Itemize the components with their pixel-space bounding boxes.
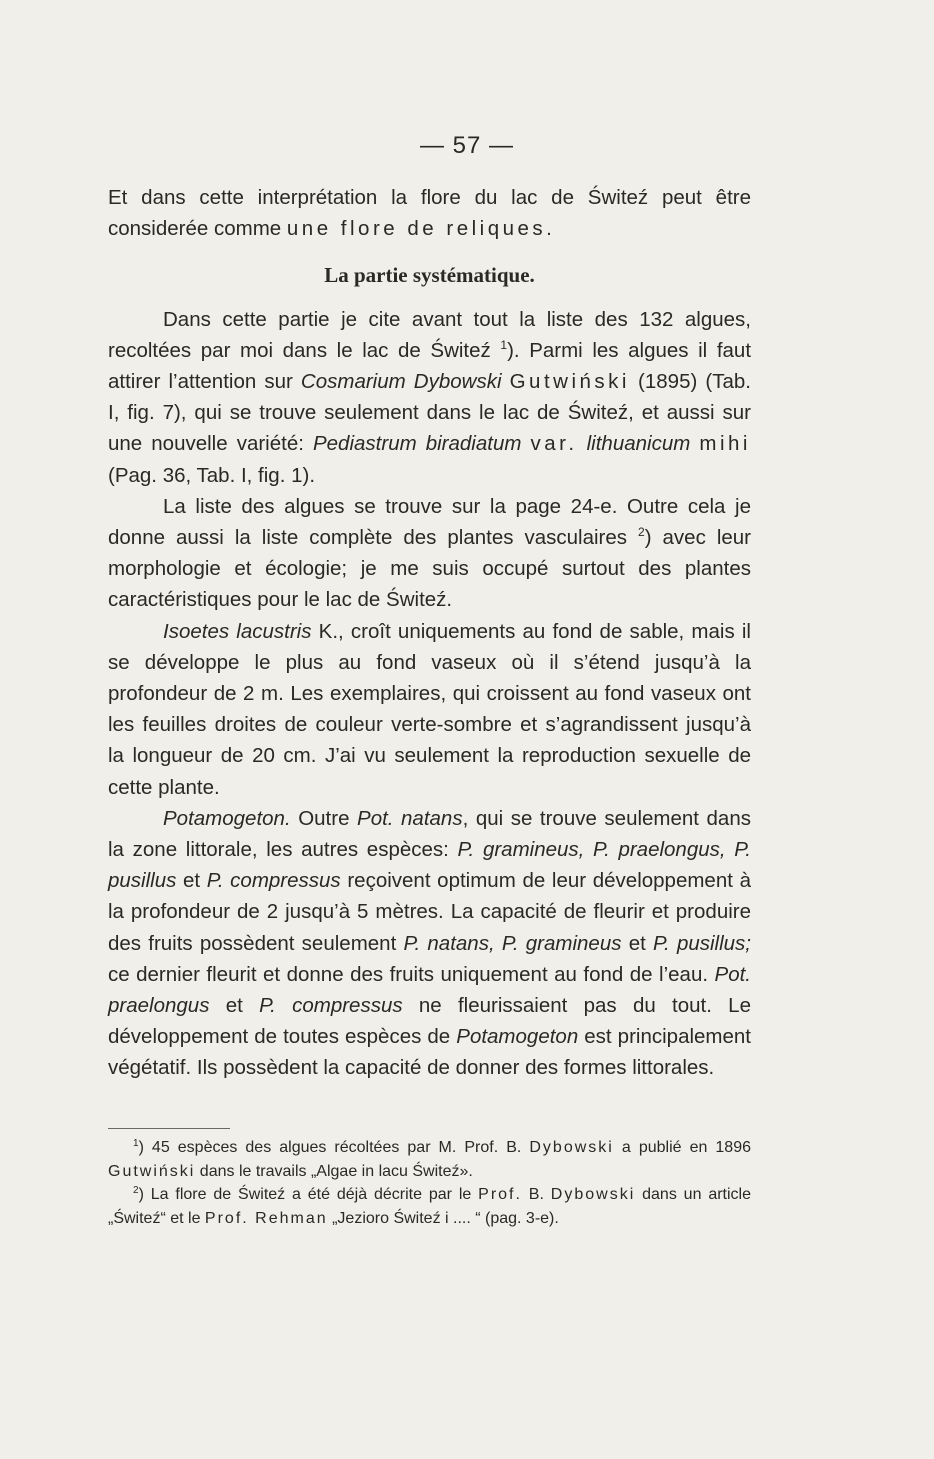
spaced-text: Prof.	[478, 1186, 522, 1203]
text-run: et	[209, 994, 260, 1018]
species-name: P. natans, P. gramineus	[403, 931, 622, 955]
paragraph-algae	[108, 304, 751, 491]
text-run: .	[546, 217, 552, 241]
spaced-text: mihi	[699, 432, 751, 456]
species-name: Pot. praelongus	[108, 962, 751, 1018]
species-name: P. gramineus, P. praelongus, P. pusillus	[108, 838, 751, 893]
text-run: et	[621, 931, 654, 955]
text-run: B.	[521, 1186, 551, 1203]
paragraph-isoetes	[108, 616, 751, 803]
author-name: Dybowski	[529, 1139, 614, 1156]
text-run: ce dernier fleurit et donne des fruits uniquement au fond de l’eau.	[108, 962, 715, 986]
text-run: Dans cette partie je cite avant tout la liste des 132 algues, recoltées par moi dans le lac de Świteź	[108, 307, 751, 362]
text-run: ne fleurissaient pas du tout. Le développement de toutes espèces de	[108, 994, 751, 1049]
footnotes	[108, 1136, 751, 1230]
text-run: dans le travails „Algae in lacu Świteź».	[195, 1162, 473, 1180]
species-name: Isoetes lacustris	[163, 619, 312, 643]
footnote-ref: 1	[500, 337, 508, 352]
footnote-mark: 1	[133, 1138, 139, 1149]
species-name: P. pusillus;	[653, 931, 752, 955]
text-run: K., croît uniquements au fond de sable, mais il se développe le plus au fond vaseux où il s’étend jusqu’à la profondeur de 2 m. Les exemplaires, qui croissent au fond vaseux ont les feuilles droites de couleur verte-sombre et s’agrandissent jusqu’à la longueur de 20 cm. J’ai vu seulement la reproduction sexuelle de cette plante.	[108, 619, 751, 799]
author-name: Prof. Rehman	[204, 1209, 328, 1227]
footnote-mark: 2	[133, 1185, 139, 1196]
text-run: ) avec leur morphologie et écologie; je me suis occupé surtout des plantes caractéristiques pour le lac de Świteź.	[108, 526, 751, 612]
paragraph-potamogeton	[108, 803, 751, 1084]
footnote-1	[108, 1136, 751, 1183]
text-run: „Jezioro Świteź i .... “ (pag. 3-e).	[327, 1209, 559, 1227]
text-run: est principalement végétatif. Ils possèdent la capacité de donner des formes littorales.	[108, 1025, 751, 1080]
section-heading: La partie systématique.	[324, 263, 535, 288]
text-run: ) La flore de Świteź a été déjà décrite par le	[138, 1186, 479, 1203]
paragraph-list	[108, 491, 751, 616]
intro-paragraph	[108, 182, 751, 244]
author-name: Dybowski	[550, 1186, 636, 1203]
text-run: reçoivent optimum de leur développement à la profondeur de 2 jusqu’à 5 mètres. La capacité de fleurir et produire des fruits possèdent seulement	[108, 869, 751, 955]
footnote-ref: 2	[638, 525, 645, 540]
footnote-2	[108, 1183, 751, 1230]
text-run: dans un article „Świteź“ et le	[108, 1186, 752, 1227]
species-name: P. compressus	[259, 994, 403, 1018]
text-run: Outre	[290, 806, 358, 830]
spaced-text: une flore de reliques	[286, 217, 547, 241]
text-run: (1895) (Tab. I, fig. 7), qui se trouve seulement dans le lac de Świteź, et aussi sur une nouvelle variété:	[108, 370, 751, 456]
text-run: La liste des algues se trouve sur la page 24-e. Outre cela je donne aussi la liste complète des plantes vasculaires	[108, 494, 751, 550]
text-run: Et dans cette interprétation la flore du lac de Świteź peut être considerée comme	[108, 186, 751, 241]
text-run: ) 45 espèces des algues récoltées par M. Prof. B.	[138, 1139, 530, 1156]
text-run: et	[176, 869, 207, 893]
text-run: a publié en 1896	[613, 1139, 752, 1156]
main-text	[108, 182, 751, 1084]
species-name: P. compressus	[206, 869, 341, 893]
author-name: Gutwiński	[108, 1162, 196, 1180]
page-number: — 57 —	[419, 132, 515, 159]
species-name: lithuanicum	[586, 432, 691, 456]
spaced-text: var.	[530, 432, 578, 456]
footnote-divider	[108, 1128, 230, 1129]
author-name: Gutwiński	[509, 370, 630, 394]
species-name: Potamogeton.	[163, 806, 291, 830]
species-name: Pot. natans	[357, 806, 463, 830]
text-run: (Pag. 36, Tab. I, fig. 1).	[108, 463, 316, 487]
text-run: , qui se trouve seulement dans la zone littorale, les autres espèces:	[108, 806, 751, 862]
species-name: Cosmarium Dybowski	[300, 370, 502, 394]
species-name: Potamogeton	[456, 1025, 579, 1049]
text-run: ). Parmi les algues il faut attirer l’attention sur	[108, 338, 752, 394]
species-name: Pediastrum biradiatum	[312, 432, 522, 456]
